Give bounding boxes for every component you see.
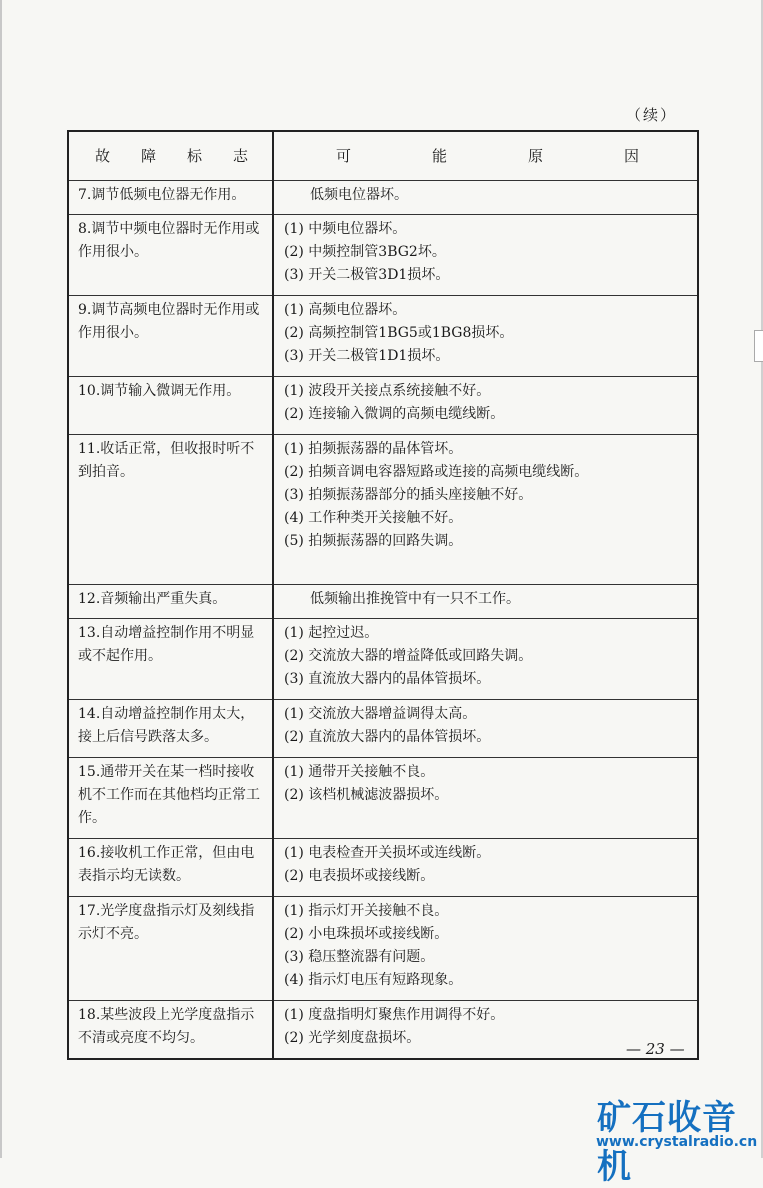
cause-item: (1) 交流放大器增益调得太高。 (284, 706, 477, 722)
possible-cause-cell (273, 839, 698, 897)
header-possible-cause: 可 能 原 因 (273, 131, 698, 181)
fault-symptom-cell: 16.接收机工作正常，但由电表指示均无读数。 (68, 839, 273, 897)
cause-item: (1) 起控过迟。 (284, 625, 379, 641)
fault-symptom-cell: 13.自动增益控制作用不明显或不起作用。 (68, 619, 273, 700)
cause-item: (2) 中频控制管3BG2坏。 (284, 244, 446, 260)
cause-item: (2) 直流放大器内的晶体管损坏。 (284, 729, 491, 745)
cause-item: (3) 开关二极管1D1损坏。 (284, 348, 450, 364)
possible-cause-cell (273, 585, 698, 619)
cause-item: (2) 拍频音调电容器短路或连接的高频电缆线断。 (284, 464, 589, 480)
watermark-url: www.crystalradio.cn (596, 1134, 758, 1150)
cause-item: (3) 直流放大器内的晶体管损坏。 (284, 671, 491, 687)
cause-item: (5) 拍频振荡器的回路失调。 (284, 533, 463, 549)
possible-cause-cell (273, 181, 698, 215)
header-fault-symptom: 故 障 标 志 (68, 131, 273, 181)
cause-item: (2) 小电珠损坏或接线断。 (284, 926, 449, 942)
table-row (68, 435, 698, 585)
fault-symptom-cell: 17.光学度盘指示灯及刻线指示灯不亮。 (68, 897, 273, 1001)
table-row (68, 215, 698, 296)
possible-cause-cell (273, 296, 698, 377)
cause-item: (1) 拍频振荡器的晶体管坏。 (284, 441, 463, 457)
cause-item: (2) 光学刻度盘损坏。 (284, 1030, 421, 1046)
watermark-logo-text: 矿石收音机 (597, 1098, 737, 1187)
possible-cause-cell (273, 758, 698, 839)
cause-item: 低频输出推挽管中有一只不工作。 (310, 591, 520, 607)
cause-item: (1) 电表检查开关损坏或连线断。 (284, 845, 491, 861)
table-row (68, 839, 698, 897)
possible-cause-cell (273, 377, 698, 435)
cause-item: (4) 工作种类开关接触不好。 (284, 510, 463, 526)
cause-item: (1) 高频电位器坏。 (284, 302, 407, 318)
cause-item: (1) 通带开关接触不良。 (284, 764, 435, 780)
table-row (68, 1001, 698, 1059)
possible-cause-cell (273, 619, 698, 700)
table-row (68, 758, 698, 839)
fault-symptom-cell: 14.自动增益控制作用太大，接上后信号跌落太多。 (68, 700, 273, 758)
cause-item: (2) 交流放大器的增益降低或回路失调。 (284, 648, 533, 664)
table-body (68, 181, 698, 1059)
page-edge-left (0, 0, 2, 1158)
cause-item: (3) 拍频振荡器部分的插头座接触不好。 (284, 487, 533, 503)
fault-symptom-cell: 18.某些波段上光学度盘指示不清或亮度不均匀。 (68, 1001, 273, 1059)
table-row (68, 897, 698, 1001)
side-scroll-tab[interactable] (754, 330, 763, 362)
possible-cause-cell (273, 215, 698, 296)
fault-symptom-cell: 15.通带开关在某一档时接收机不工作而在其他档均正常工作。 (68, 758, 273, 839)
cause-item: (4) 指示灯电压有短路现象。 (284, 972, 463, 988)
cause-item: (2) 电表损坏或接线断。 (284, 868, 435, 884)
fault-symptom-cell: 11.收话正常，但收报时听不到拍音。 (68, 435, 273, 585)
continued-label: （续） (626, 106, 678, 124)
table-row (68, 700, 698, 758)
fault-symptom-cell: 7.调节低频电位器无作用。 (68, 181, 273, 215)
cause-item: (2) 连接输入微调的高频电缆线断。 (284, 406, 505, 422)
table-row (68, 377, 698, 435)
cause-item: 低频电位器坏。 (310, 187, 408, 203)
fault-symptom-cell: 9.调节高频电位器时无作用或作用很小。 (68, 296, 273, 377)
fault-table (67, 130, 699, 1060)
cause-item: (1) 波段开关接点系统接触不好。 (284, 383, 491, 399)
table-row (68, 296, 698, 377)
table-row (68, 619, 698, 700)
table-header-row (68, 131, 698, 181)
table-row (68, 181, 698, 215)
possible-cause-cell (273, 700, 698, 758)
fault-symptom-cell: 12.音频输出严重失真。 (68, 585, 273, 619)
possible-cause-cell (273, 897, 698, 1001)
cause-item: (2) 该档机械滤波器损坏。 (284, 787, 449, 803)
cause-item: (2) 高频控制管1BG5或1BG8损坏。 (284, 325, 514, 341)
page-number: — 23 — (626, 1040, 685, 1058)
table-row (68, 585, 698, 619)
cause-item: (1) 度盘指明灯聚焦作用调得不好。 (284, 1007, 505, 1023)
cause-item: (1) 指示灯开关接触不良。 (284, 903, 449, 919)
possible-cause-cell (273, 435, 698, 585)
fault-symptom-cell: 10.调节输入微调无作用。 (68, 377, 273, 435)
cause-item: (3) 开关二极管3D1损坏。 (284, 267, 450, 283)
fault-symptom-cell: 8.调节中频电位器时无作用或作用很小。 (68, 215, 273, 296)
cause-item: (1) 中频电位器坏。 (284, 221, 407, 237)
cause-item: (3) 稳压整流器有问题。 (284, 949, 435, 965)
